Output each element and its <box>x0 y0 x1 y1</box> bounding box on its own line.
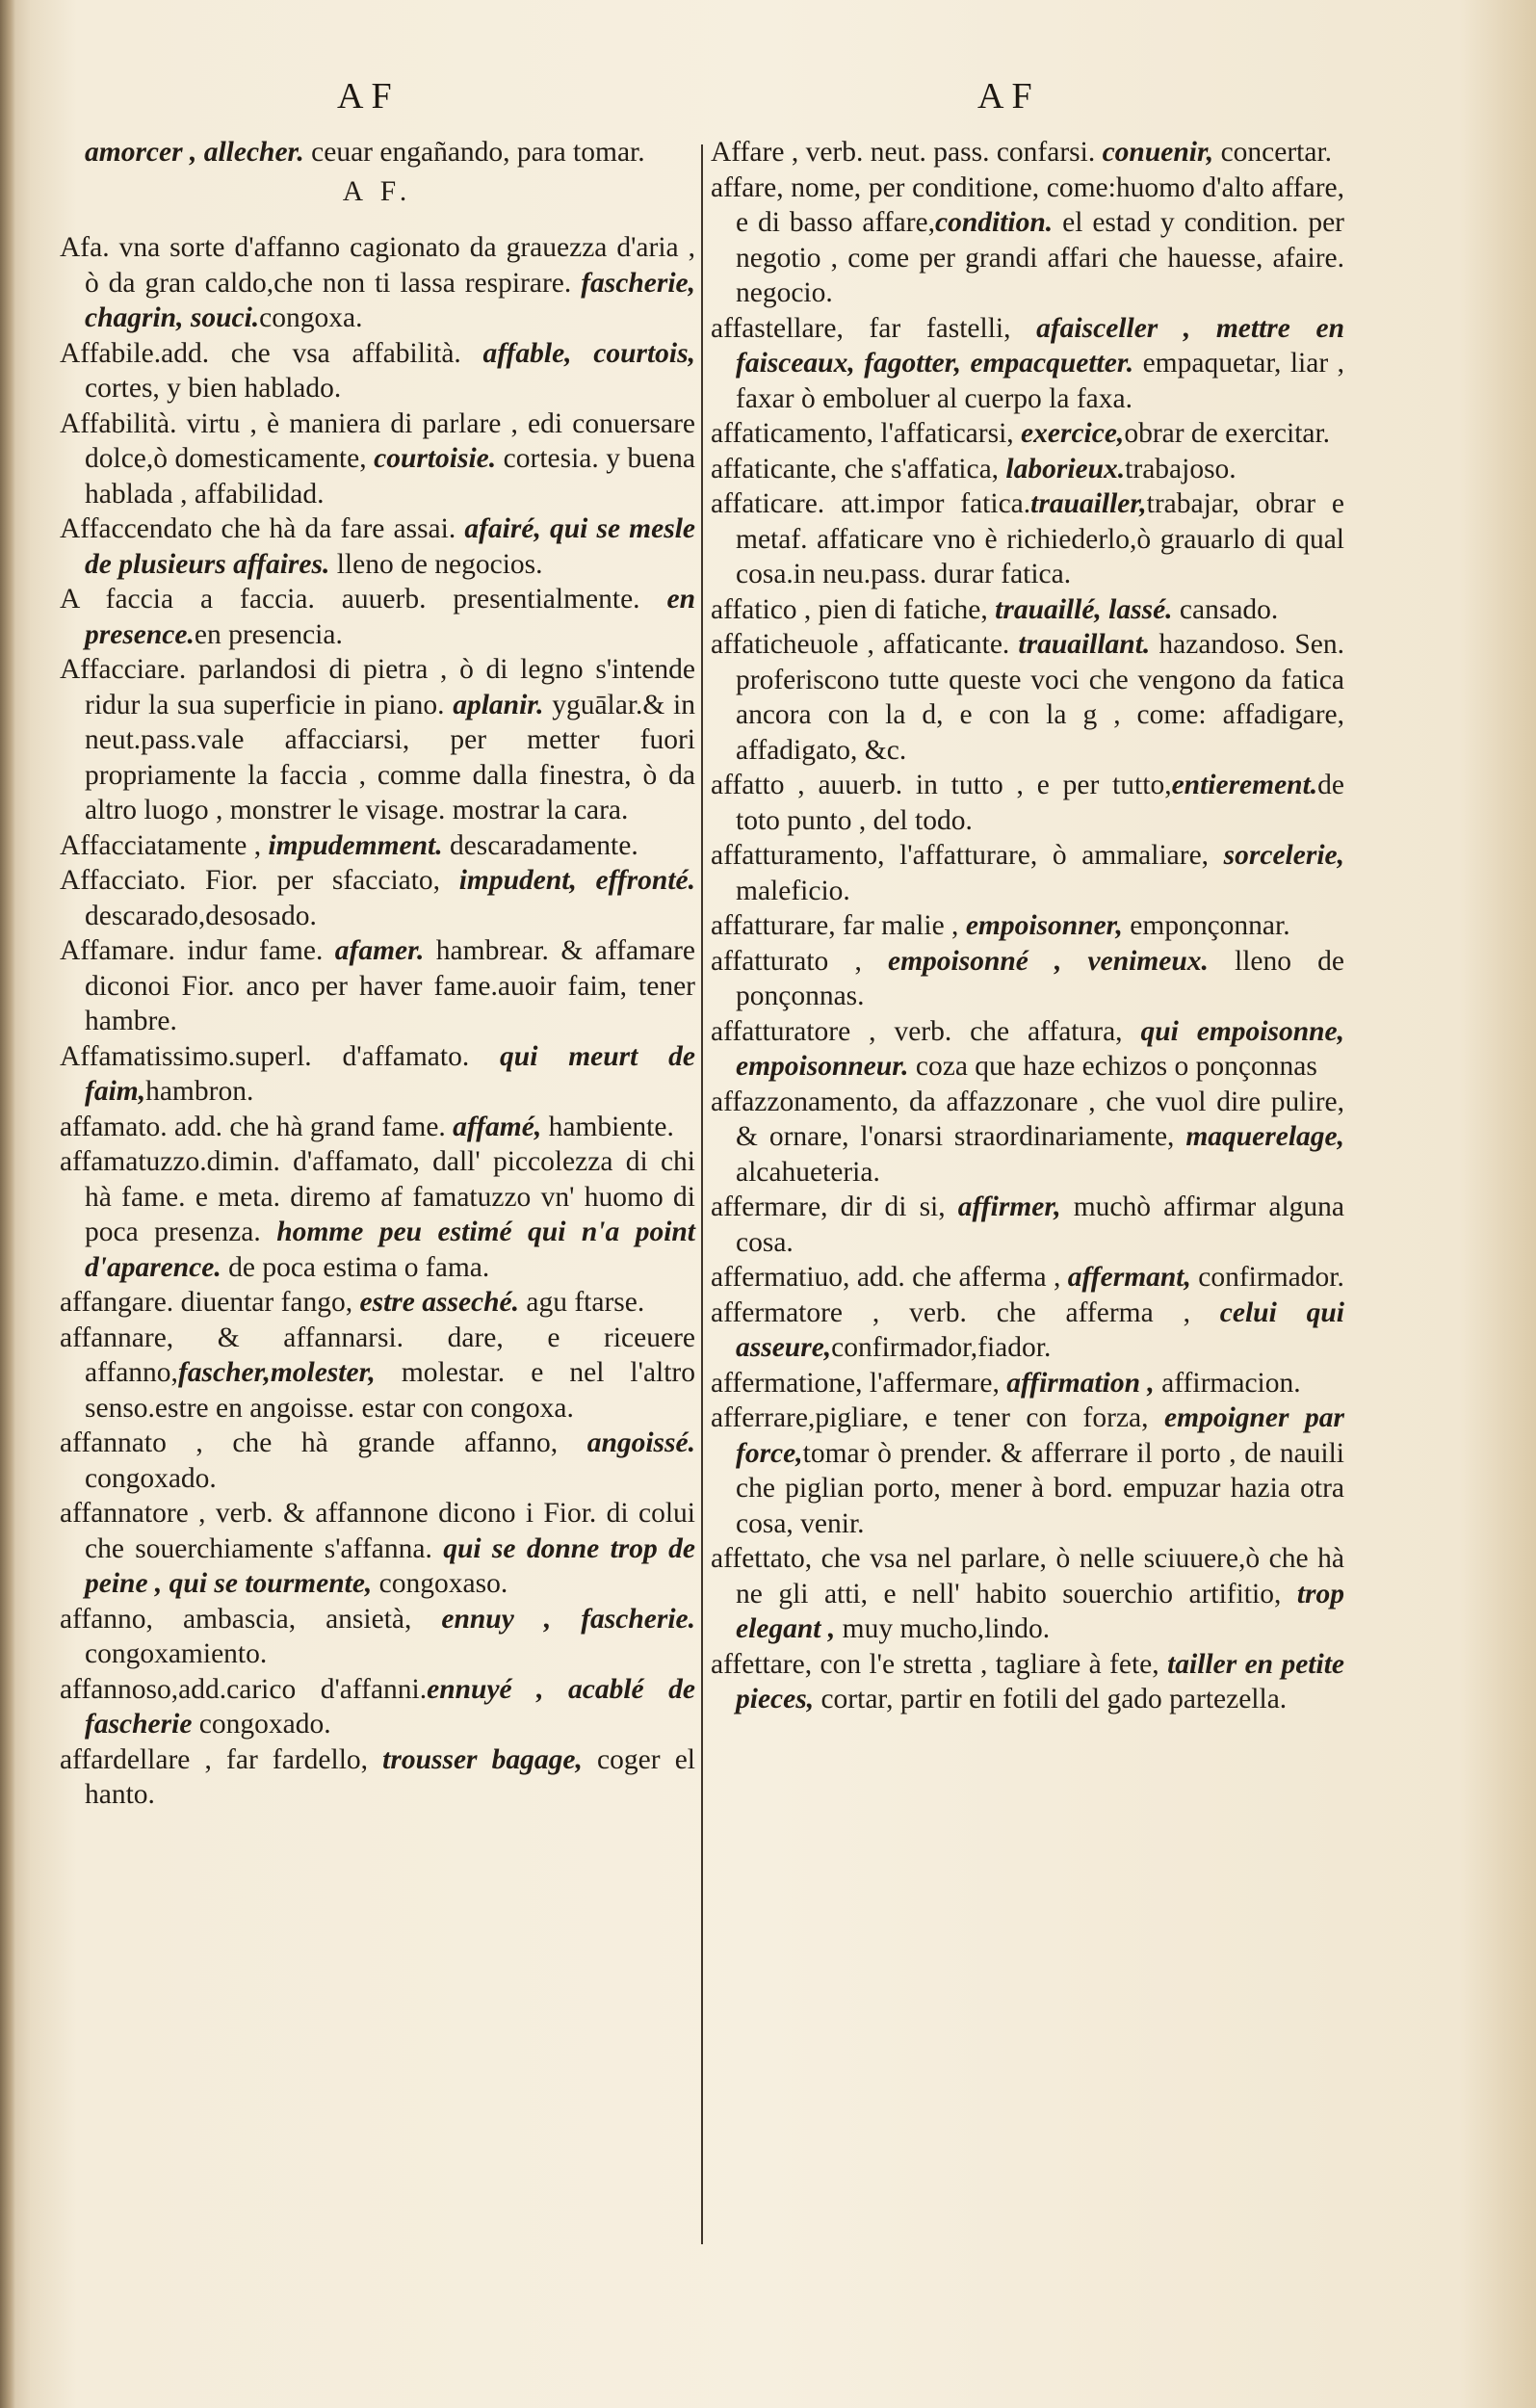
entry-tail: de toto punto , del todo. <box>736 770 1344 836</box>
entry-headword: affermare, <box>711 1191 828 1222</box>
entry-headword: Affabile. <box>60 337 162 369</box>
dictionary-entry <box>711 486 1344 592</box>
french-gloss: sorcelerie, <box>1223 840 1344 871</box>
entry-tail: agu ftarse. <box>519 1287 645 1318</box>
running-head-left: AF <box>337 76 400 117</box>
entry-definition: , affaticante. <box>858 629 1019 660</box>
dictionary-entry <box>711 416 1344 452</box>
french-gloss: ennuyé , acablé de fascherie <box>85 1673 695 1740</box>
entry-tail: cortes, y bien hablado. <box>85 373 342 404</box>
dictionary-entry <box>711 1366 1344 1401</box>
dictionary-entry <box>711 908 1344 944</box>
entry-headword: affatturatore <box>711 1015 851 1047</box>
entry-tail: confirmador. <box>1190 1262 1344 1293</box>
entry-headword: affamatuzzo. <box>60 1146 207 1177</box>
french-gloss: fascher,molester, <box>177 1357 376 1388</box>
entry-definition: , verb. neut. pass. confarsi. <box>784 137 1103 168</box>
french-gloss: fascherie, chagrin, souci. <box>85 267 695 333</box>
entry-headword: affardellare <box>60 1743 191 1775</box>
entry-definition: ambascia, ansietà, <box>152 1603 442 1635</box>
entry-headword: affanno, <box>60 1603 153 1635</box>
entry-definition: , verb. che afferma , <box>843 1296 1220 1328</box>
entry-definition: vna sorte d'affanno cagionato da grauezza d'aria , ò da gran caldo,che non ti lassa respirare. <box>85 232 695 299</box>
entry-tail: emponçonnar. <box>1122 910 1290 941</box>
dictionary-entry <box>711 311 1344 417</box>
entry-definition: , che hà grande affanno, <box>166 1427 587 1458</box>
entry-headword: affatturato <box>711 945 829 977</box>
entry-definition: che hà da fare assai. <box>212 513 465 544</box>
entry-definition: parlandosi di pietra , ò di legno s'intende ridur la sua superficie in piano. <box>85 654 695 720</box>
entry-tail: cortar, partir en fotili del gado partezella. <box>814 1684 1288 1714</box>
entry-headword: afferrare, <box>711 1402 816 1433</box>
french-gloss: empoisonner, <box>965 910 1123 941</box>
entry-tail: trabajar, obrar e metaf. affaticare vno è richiederlo,ò grauarlo di qual cosa.in neu.pass. durar fatica. <box>736 488 1344 589</box>
french-gloss: impudemment. <box>268 829 443 861</box>
section-head: A F. <box>342 175 413 207</box>
french-gloss: empoigner par force, <box>736 1402 1344 1469</box>
entry-tail: lleno de ponçonnas. <box>736 945 1345 1011</box>
french-gloss: trauaillant. <box>1018 629 1151 660</box>
entry-definition: , verb. & affannone dicono i Fior. di colui che souerchiamente s'affanna. <box>85 1498 695 1564</box>
french-gloss: exercice, <box>1021 418 1125 449</box>
entry-definition: da affazzonare , che vuol dire pulire, & ornare, l'onarsi straordinariamente, <box>736 1086 1344 1152</box>
entry-tail: maleficio. <box>736 875 850 906</box>
french-gloss: impudent, effronté. <box>458 865 695 896</box>
entry-definition: , far fardello, <box>190 1743 383 1775</box>
entry-definition: far malie , <box>835 910 966 941</box>
entry-headword: affatico <box>711 593 797 625</box>
entry-headword: Affaccendato <box>60 513 213 544</box>
french-gloss: en presence. <box>85 584 696 650</box>
french-gloss: trauaillé, lassé. <box>995 593 1173 625</box>
entry-headword: affettato, <box>711 1543 813 1574</box>
right-column <box>711 135 1344 1717</box>
entry-tail: hazandoso. Sen. proferiscono tutte queste voci che vengono da fatica ancora con la d, e con la g , come: affadigare, affadigato, &c. <box>736 629 1345 766</box>
entry-headword: affannare, <box>60 1322 174 1353</box>
entry-headword: affermatore <box>711 1296 844 1328</box>
entry-headword: affazzonamento, <box>711 1086 899 1117</box>
left-column <box>60 135 695 1813</box>
dictionary-entry <box>60 336 695 406</box>
entry-definition: add. che vsa affabilità. <box>161 337 483 369</box>
french-gloss: affable, courtois, <box>482 337 695 369</box>
dictionary-entry <box>711 944 1344 1014</box>
french-gloss: homme peu estimé qui n'a point d'aparence. <box>85 1217 695 1283</box>
entry-tail: descarado,desosado. <box>85 900 317 931</box>
french-gloss: afamer. <box>334 935 425 966</box>
entry-tail: lleno de negocios. <box>329 548 543 580</box>
entry-definition: auuerb. presentialmente. <box>314 584 667 615</box>
entry-definition: dir di si, <box>827 1191 958 1222</box>
dictionary-entry <box>711 1014 1344 1085</box>
entry-tail: yguālar.& in neut.pass.vale affacciarsi, per metter fuori propriamente la faccia , comme dalla finestra, ò da altro luogo , monstrer le visage. mostrar la cara. <box>85 689 695 825</box>
french-gloss: trauailler, <box>1030 488 1147 519</box>
dictionary-entry <box>60 1039 695 1110</box>
dictionary-entry <box>711 768 1344 838</box>
french-gloss: trousser bagage, <box>382 1743 583 1775</box>
dictionary-entry <box>60 1496 695 1602</box>
entry-tail: muchò affirmar alguna cosa. <box>736 1191 1344 1258</box>
dictionary-entry <box>711 135 1344 170</box>
entry-tail: congoxa. <box>259 302 363 333</box>
entry-tail: hambron. <box>145 1076 254 1107</box>
entry-headword: affermatione, <box>711 1367 863 1399</box>
french-gloss: affermant, <box>1067 1262 1191 1293</box>
entry-definition: , pien di fatiche, <box>796 593 996 625</box>
entry-tail: alcahueteria. <box>736 1156 880 1188</box>
page-edge-shadow <box>0 0 15 2408</box>
right-entries <box>711 135 1344 1717</box>
entry-tail: obrar de exercitar. <box>1124 418 1331 449</box>
french-gloss: laborieux. <box>1005 453 1126 484</box>
dictionary-entry <box>711 1400 1344 1541</box>
entry-headword: affannato <box>60 1427 167 1458</box>
entry-definition: che s'affatica, <box>837 453 1006 484</box>
french-gloss: maquerelage, <box>1185 1121 1344 1152</box>
dictionary-entry <box>60 652 695 828</box>
french-gloss: ennuy , fascherie. <box>441 1603 695 1635</box>
dictionary-entry <box>60 1285 695 1321</box>
dictionary-entry <box>60 511 695 582</box>
french-gloss: affirmer, <box>957 1191 1061 1222</box>
french-gloss: condition. <box>935 207 1054 238</box>
entry-tail: hambiente. <box>541 1111 674 1142</box>
dictionary-entry <box>711 592 1344 628</box>
entry-headword: Affabilità. <box>60 407 177 439</box>
dictionary-entry <box>711 627 1344 768</box>
dictionary-entry <box>711 170 1344 311</box>
entry-headword: affatturamento, <box>711 840 885 871</box>
entry-tail: concertar. <box>1213 137 1333 168</box>
entry-tail: congoxado. <box>192 1709 331 1740</box>
dictionary-entry <box>711 1190 1344 1260</box>
entry-headword: A faccia a faccia. <box>60 584 315 615</box>
french-gloss: estre asseché. <box>359 1287 520 1318</box>
entry-definition: add. che hà grand fame. <box>167 1111 454 1142</box>
entry-headword: affatturare, <box>711 910 836 941</box>
french-gloss: courtoisie. <box>374 443 497 474</box>
entry-definition: pigliare, e tener con forza, <box>815 1402 1165 1433</box>
entry-headword: affannatore <box>60 1498 189 1529</box>
entry-tail: affirmacion. <box>1154 1367 1301 1399</box>
entry-headword: Affacciatamente <box>60 829 247 861</box>
entry-definition: , verb. che affatura, <box>850 1015 1141 1047</box>
entry-headword: Affacciato. <box>60 865 187 896</box>
french-gloss: qui se donne trop de peine , qui se tourmente, <box>85 1532 695 1599</box>
entry-headword: affaticamento, <box>711 418 873 449</box>
french-gloss: qui empoisonne, empoisonneur. <box>736 1015 1344 1082</box>
entry-headword: Affamare. <box>60 935 175 966</box>
entry-tail: tomar ò prender. & afferrare il porto , de nauili che piglian porto, mener à bord. empuzar hazia otra cosa, venir. <box>736 1437 1344 1539</box>
dictionary-entry <box>60 1426 695 1496</box>
entry-tail: en presencia. <box>194 618 343 650</box>
dictionary-entry <box>711 1647 1344 1717</box>
entry-definition: virtu , è maniera di parlare , edi conuersare dolce,ò domesticamente, <box>85 407 695 474</box>
french-gloss: empoisonné , venimeux. <box>887 945 1209 977</box>
entry-headword: affaticare. <box>711 488 825 519</box>
french-gloss: angoissé. <box>586 1427 695 1458</box>
dictionary-entry <box>60 1742 695 1813</box>
entry-definition: l'affermare, <box>862 1367 1007 1399</box>
entry-definition: dimin. d'affamato, dall' piccolezza di chi hà fame. e meta. diremo af famatuzzo vn' huomo di poca presenza. <box>85 1146 695 1247</box>
french-gloss: entierement. <box>1171 770 1318 800</box>
running-head-right: AF <box>977 76 1040 117</box>
dictionary-entry <box>711 1260 1344 1296</box>
entry-headword: Affamatissimo. <box>60 1040 236 1072</box>
left-entries <box>60 230 695 1813</box>
entry-definition: che vsa nel parlare, ò nelle sciuuere,ò che hà ne gli atti, e nell' habito souerchio artifitio, <box>736 1543 1344 1610</box>
dictionary-entry <box>60 1672 695 1742</box>
entry-headword: Affacciare. <box>60 654 187 685</box>
entry-headword: affare, <box>711 171 784 203</box>
entry-headword: affermatiuo, <box>711 1262 850 1293</box>
dictionary-entry <box>60 1321 695 1426</box>
dictionary-entry <box>60 1144 695 1285</box>
french-gloss: tailler en petite pieces, <box>736 1648 1344 1714</box>
entry-definition: add.carico d'affanni. <box>178 1673 428 1705</box>
entry-tail: congoxaso. <box>372 1568 508 1599</box>
french-gloss: afairé, qui se mesle de plusieurs affaires. <box>85 513 695 580</box>
entry-headword: Affare <box>711 137 785 168</box>
entry-headword: affastellare, <box>711 312 844 344</box>
dictionary-entry <box>60 1110 695 1145</box>
entry-tail: de poca estima o fama. <box>221 1251 490 1283</box>
column-divider <box>701 144 703 2244</box>
dictionary-entry <box>60 933 695 1039</box>
entry-definition: indur fame. <box>174 935 335 966</box>
entry-tail: cortesia. y buena hablada , affabilidad. <box>85 443 695 510</box>
entry-definition: , auuerb. in tutto , e per tutto, <box>784 770 1172 800</box>
entry-definition: diuentar fango, <box>173 1287 360 1318</box>
dictionary-entry <box>711 838 1344 908</box>
entry-definition: nome, per conditione, come:huomo d'alto affare, e di basso affare, <box>736 171 1344 238</box>
entry-tail: empaquetar, liar , faxar ò emboluer al cuerpo la faxa. <box>736 348 1344 414</box>
entry-definition: l'affaticarsi, <box>873 418 1022 449</box>
french-gloss: affirmation , <box>1006 1367 1155 1399</box>
french-gloss: qui meurt de faim, <box>85 1040 695 1107</box>
dictionary-entry <box>60 863 695 933</box>
dictionary-entry <box>60 582 695 652</box>
entry-headword: affettare, <box>711 1648 813 1680</box>
entry-tail: descaradamente. <box>442 829 638 861</box>
entry-tail: trabajoso. <box>1125 453 1237 484</box>
entry-tail: congoxado. <box>85 1462 217 1494</box>
french-gloss: affamé, <box>453 1111 542 1142</box>
french-gloss: afaisceller , mettre en faisceaux, fagotter, empacquetter. <box>736 312 1344 379</box>
dictionary-entry <box>60 1602 695 1672</box>
french-gloss: aplanir. <box>453 689 544 720</box>
french-gloss: celui qui asseure, <box>736 1296 1344 1363</box>
entry-tail: coza que haze echizos o ponçonnas <box>908 1051 1317 1082</box>
dictionary-entry <box>60 230 695 336</box>
entry-headword: affatto <box>711 770 785 800</box>
entry-headword: affamato. <box>60 1111 168 1142</box>
entry-definition: l'affatturare, ò ammaliare, <box>884 840 1224 871</box>
dictionary-entry <box>711 1541 1344 1647</box>
entry-definition: Fior. per sfacciato, <box>186 865 459 896</box>
entry-definition: con l'e stretta , tagliare à fete, <box>812 1648 1168 1680</box>
entry-headword: affangare. <box>60 1287 174 1318</box>
entry-definition: superl. d'affamato. <box>235 1040 501 1072</box>
french-gloss: conuenir, <box>1102 137 1214 168</box>
entry-headword: affannoso, <box>60 1673 179 1705</box>
french-gloss: amorcer , allecher. <box>85 137 304 168</box>
dictionary-entry <box>60 406 695 512</box>
dictionary-entry <box>711 1296 1344 1366</box>
entry-tail: molestar. e nel l'altro senso.estre en angoisse. estar con congoxa. <box>85 1357 695 1424</box>
entry-tail: muy mucho,lindo. <box>835 1613 1051 1644</box>
entry-tail: hambrear. & affamare diconoi Fior. anco per haver fame.auoir faim, tener hambre. <box>85 935 695 1036</box>
dictionary-entry <box>711 1085 1344 1191</box>
entry-headword: Afa. <box>60 232 110 263</box>
entry-tail: cansado. <box>1172 593 1279 625</box>
entry-definition: add. che afferma , <box>849 1262 1068 1293</box>
entry-tail: congoxamiento. <box>85 1638 268 1669</box>
dictionary-entry <box>60 828 695 864</box>
spanish-gloss: ceuar engañando, para tomar. <box>303 137 645 168</box>
entry-definition: far fastelli, <box>843 312 1037 344</box>
entry-definition: , <box>828 945 888 977</box>
entry-headword: affaticante, <box>711 453 838 484</box>
entry-definition: & affannarsi. dare, e riceuere affanno, <box>85 1322 695 1388</box>
entry-tail: confirmador,fiador. <box>831 1332 1052 1363</box>
entry-headword: affaticheuole <box>711 629 859 660</box>
dictionary-entry <box>711 452 1344 487</box>
entry-definition: , <box>247 829 269 861</box>
opening-line <box>60 135 695 170</box>
entry-definition: att.impor fatica. <box>824 488 1031 519</box>
french-gloss: trop elegant , <box>736 1578 1344 1644</box>
entry-tail: coger el hanto. <box>85 1743 695 1810</box>
entry-tail: el estad y condition. per negotio , come per grandi affari che hauesse, afaire. negocio. <box>736 207 1344 308</box>
